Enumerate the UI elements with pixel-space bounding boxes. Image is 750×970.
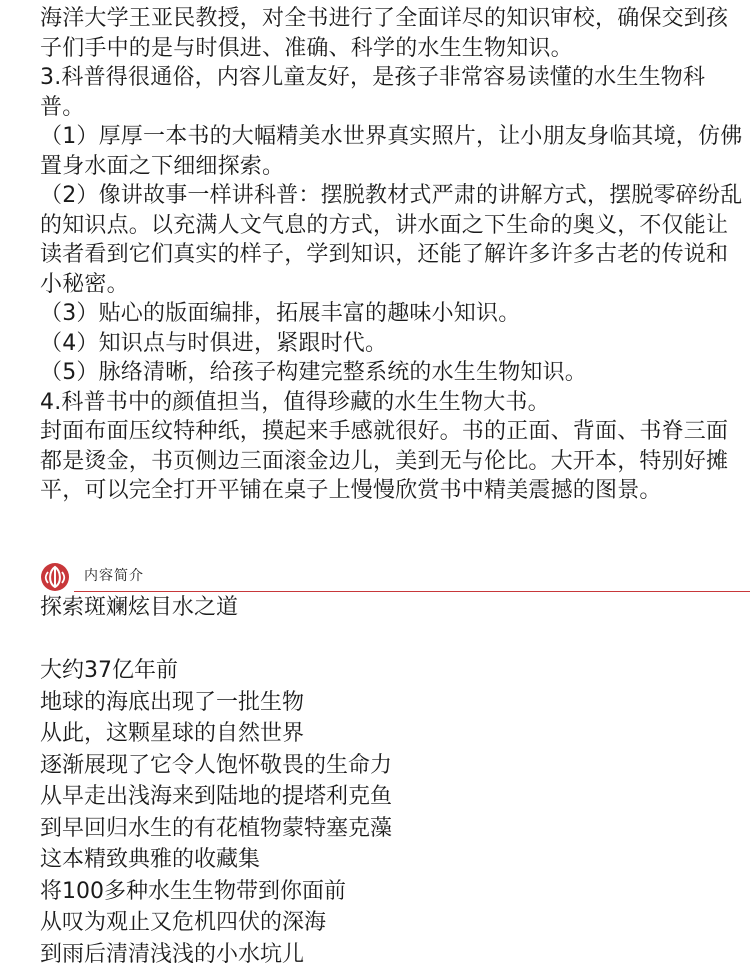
paragraph-reviewer: 海洋大学王亚民教授，对全书进行了全面详尽的知识审校，确保交到孩子们手中的是与时俱进、准确、科学的水生生物知识。 bbox=[40, 4, 748, 63]
intro-line: 大约37亿年前 bbox=[40, 655, 748, 687]
intro-line: 这本精致典雅的收藏集 bbox=[40, 844, 748, 876]
intro-line: 从叹为观止又危机四伏的深海 bbox=[40, 907, 748, 939]
paragraph-point-3-1: （1）厚厚一本书的大幅精美水世界真实照片，让小朋友身临其境，仿佛置身水面之下细细探索。 bbox=[40, 122, 748, 181]
paragraph-point-3-5: （5）脉络清晰，给孩子构建完整系统的水生生物知识。 bbox=[40, 358, 748, 388]
intro-line: 地球的海底出现了一批生物 bbox=[40, 687, 748, 719]
intro-line: 到雨后清清浅浅的小水坑儿 bbox=[40, 939, 748, 970]
paragraph-point-3: 3.科普得很通俗，内容儿童友好，是孩子非常容易读懂的水生生物科普。 bbox=[40, 63, 748, 122]
intro-line: 探索斑斓炫目水之道 bbox=[40, 592, 748, 624]
intro-line: 从早走出浅海来到陆地的提塔利克鱼 bbox=[40, 781, 748, 813]
intro-line: 从此，这颗星球的自然世界 bbox=[40, 718, 748, 750]
intro-line bbox=[40, 624, 748, 656]
description-text bbox=[40, 4, 748, 506]
intro-line: 将100多种水生生物带到你面前 bbox=[40, 876, 748, 908]
section-title: 内容简介 bbox=[84, 567, 144, 585]
intro-text bbox=[40, 592, 748, 970]
section-header bbox=[40, 560, 750, 592]
paragraph-point-3-3: （3）贴心的版面编排，拓展丰富的趣味小知识。 bbox=[40, 299, 748, 329]
section-emblem-icon bbox=[40, 562, 70, 592]
intro-line: 到早回归水生的有花植物蒙特塞克藻 bbox=[40, 813, 748, 845]
paragraph-point-3-2: （2）像讲故事一样讲科普：摆脱教材式严肃的讲解方式，摆脱零碎纷乱的知识点。以充满人文气息的方式，讲水面之下生命的奥义，不仅能让读者看到它们真实的样子，学到知识，还能了解许多许多古老的传说和小秘密。 bbox=[40, 181, 748, 299]
paragraph-point-3-4: （4）知识点与时俱进，紧跟时代。 bbox=[40, 329, 748, 359]
paragraph-cover: 封面布面压纹特种纸，摸起来手感就很好。书的正面、背面、书脊三面都是烫金，书页侧边三面滚金边儿，美到无与伦比。大开本，特别好摊平，可以完全打开平铺在桌子上慢慢欣赏书中精美震撼的图景。 bbox=[40, 417, 748, 506]
paragraph-point-4: 4.科普书中的颜值担当，值得珍藏的水生生物大书。 bbox=[40, 388, 748, 418]
intro-line: 逐渐展现了它令人饱怀敬畏的生命力 bbox=[40, 750, 748, 782]
